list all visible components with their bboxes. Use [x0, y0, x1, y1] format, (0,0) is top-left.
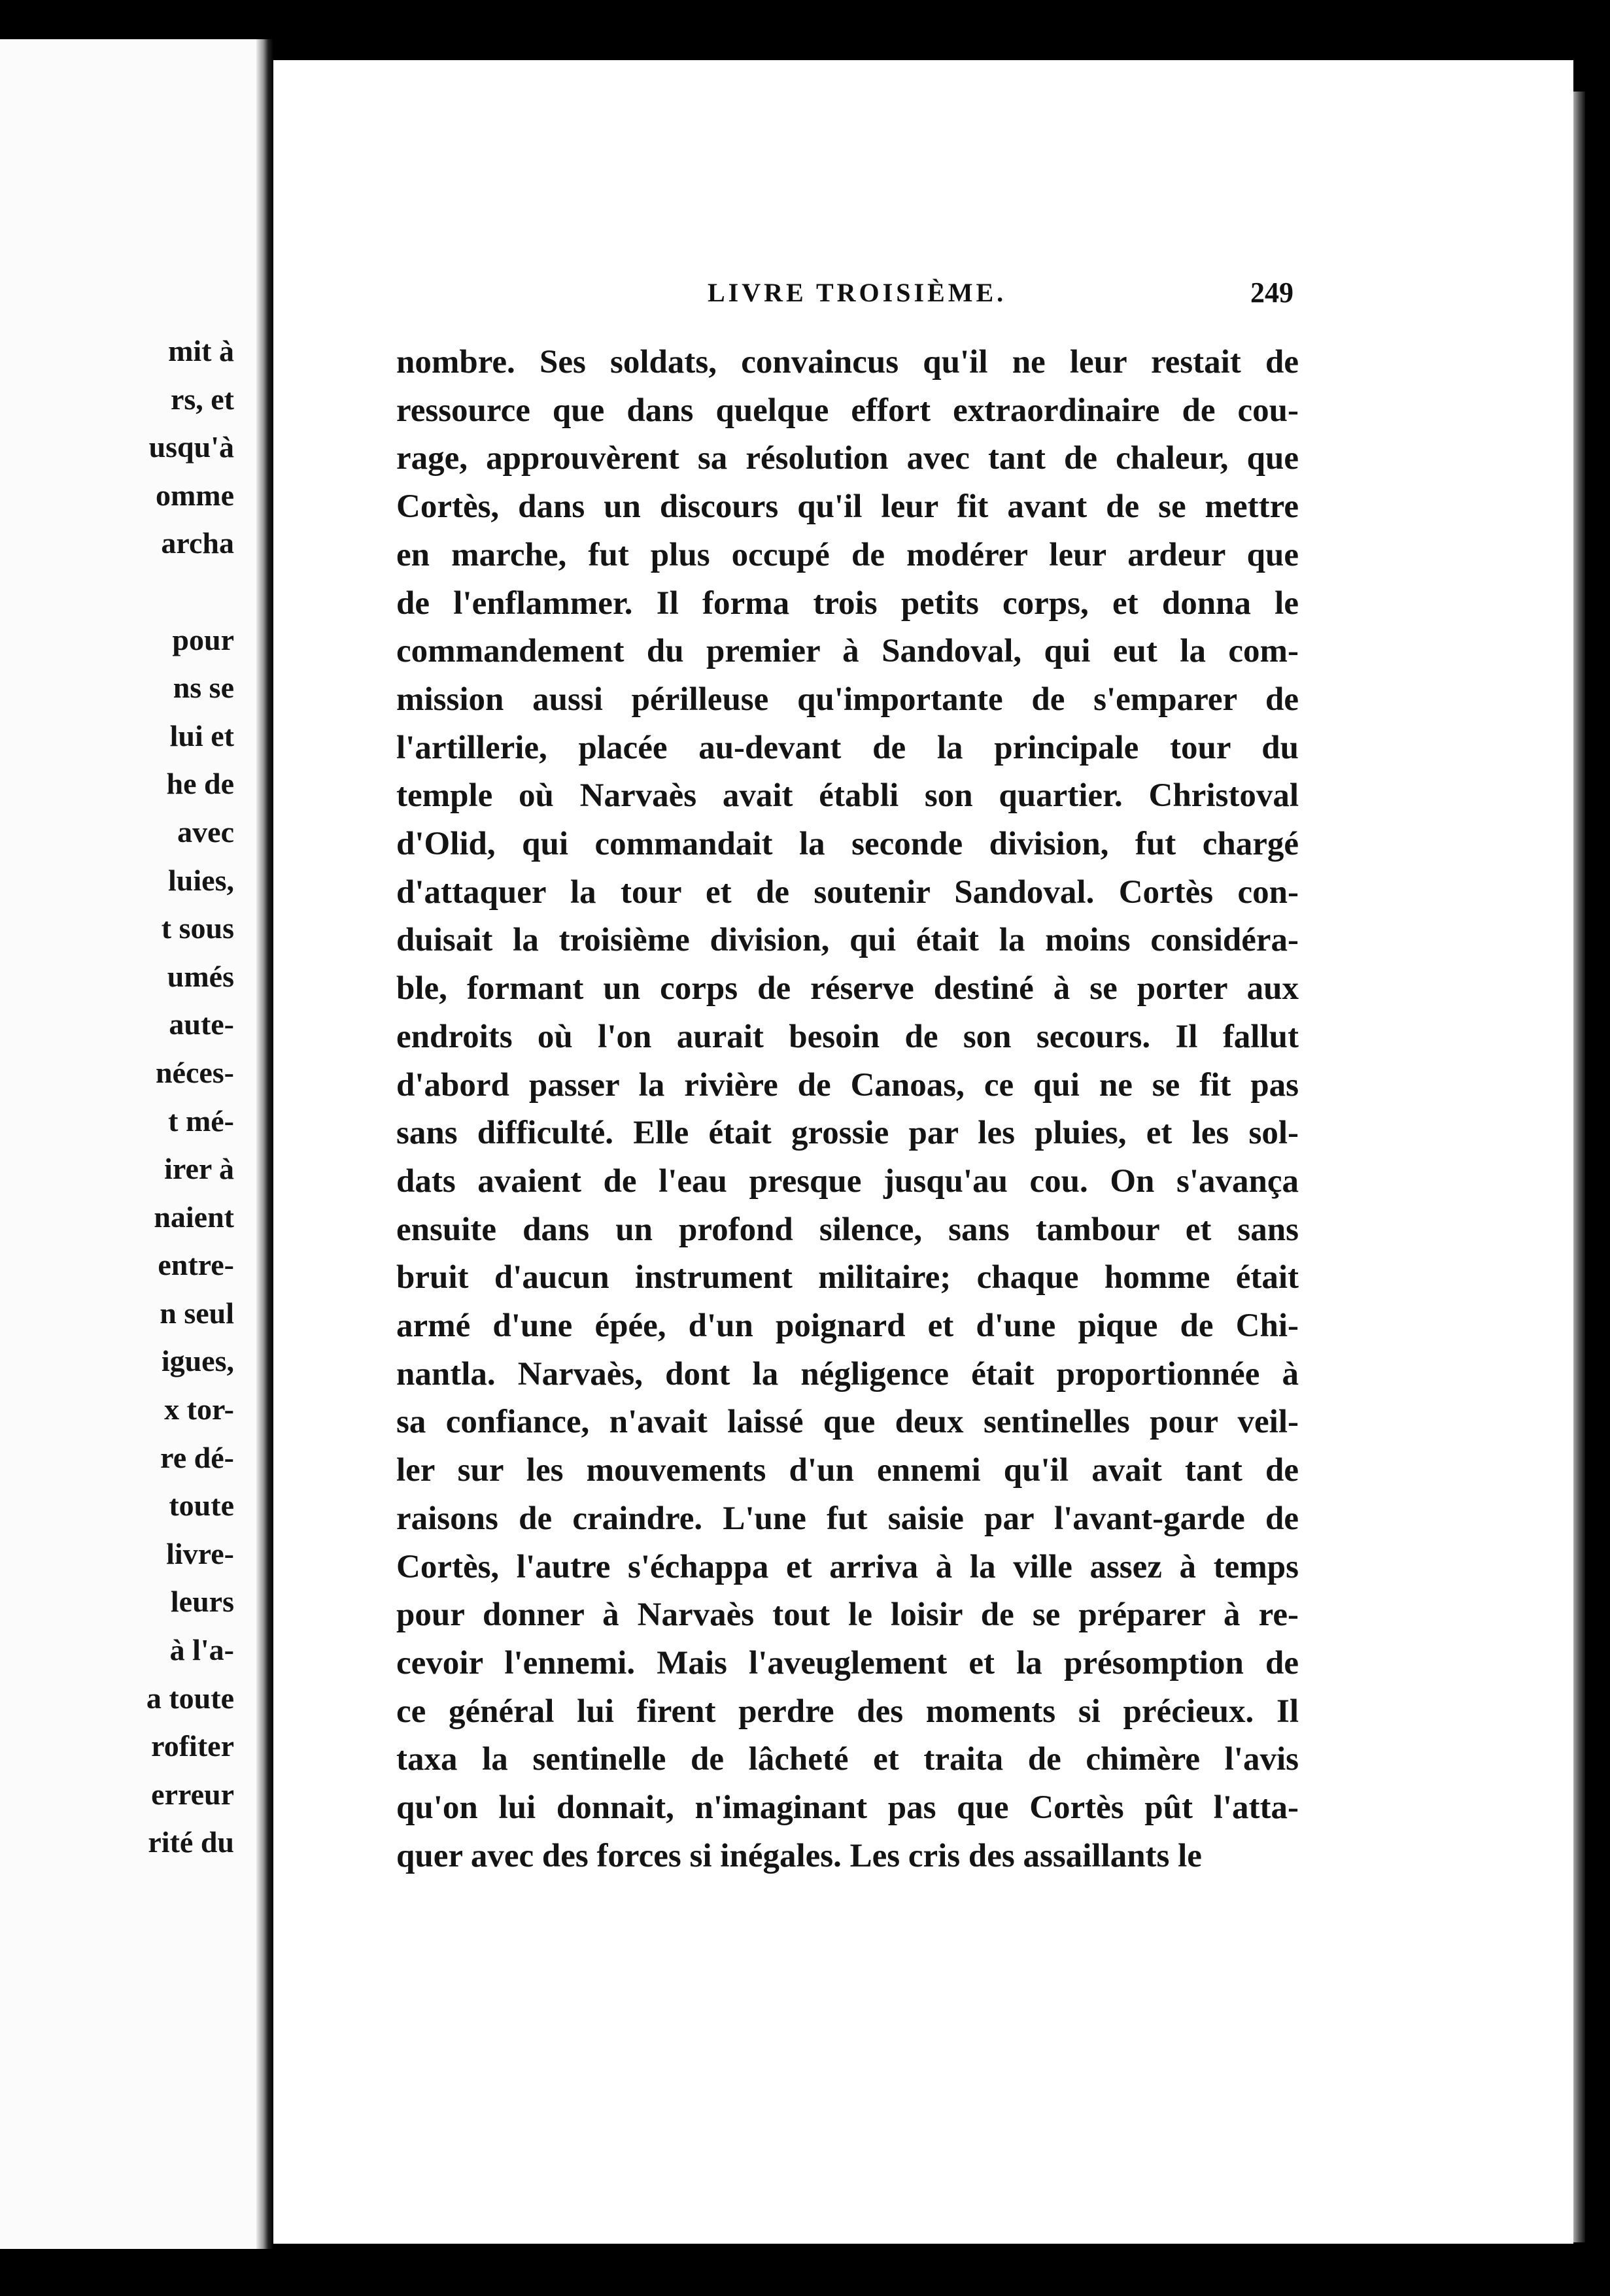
text-line: d'attaquer la tour et de soutenir Sandoval. Cortès con-: [396, 873, 1299, 911]
left-page-text: [146, 327, 234, 1866]
text-line: Cortès, dans un discours qu'il leur fit avant de se mettre: [396, 488, 1299, 526]
text-line: ce général lui firent perdre des moments si précieux. Il: [396, 1693, 1299, 1730]
running-header: LIVRE TROISIÈME.: [708, 278, 1007, 307]
left-page-fragment: [0, 39, 256, 2249]
left-page-line: omme: [155, 478, 234, 512]
left-page-line: à l'a-: [169, 1633, 234, 1667]
text-line: en marche, fut plus occupé de modérer leur ardeur que: [396, 536, 1299, 573]
left-page-line: n seul: [160, 1296, 234, 1330]
left-page-line: pour: [172, 622, 234, 656]
text-line: de l'enflammer. Il forma trois petits corps, et donna le: [396, 584, 1299, 622]
left-page-line: igues,: [161, 1344, 234, 1378]
text-line: qu'on lui donnait, n'imaginant pas que Cortès pût l'atta-: [396, 1789, 1299, 1827]
left-page-line: rs, et: [170, 382, 234, 416]
left-page-line: livre-: [166, 1536, 234, 1570]
text-line: mission aussi périlleuse qu'importante de s'emparer de: [396, 681, 1299, 718]
text-line: taxa la sentinelle de lâcheté et traita de chimère l'avis: [396, 1741, 1299, 1778]
left-page-line: lui et: [169, 718, 234, 752]
text-line: d'Olid, qui commandait la seconde division, fut chargé: [396, 826, 1299, 863]
text-line: endroits où l'on aurait besoin de son secours. Il fallut: [396, 1018, 1299, 1055]
left-page-line: t mé-: [168, 1104, 234, 1138]
left-page-line: entre-: [158, 1248, 234, 1282]
text-line: temple où Narvaès avait établi son quartier. Christoval: [396, 777, 1299, 815]
left-page-line: naient: [154, 1200, 234, 1234]
page-number: 249: [1250, 277, 1293, 309]
text-line: Cortès, l'autre s'échappa et arriva à la ville assez à temps: [396, 1548, 1299, 1585]
left-page-line: néces-: [155, 1055, 234, 1089]
left-page-line: erreur: [151, 1777, 234, 1811]
text-line: nombre. Ses soldats, convaincus qu'il ne leur restait de: [396, 344, 1299, 380]
text-line: dats avaient de l'eau presque jusqu'au cou. On s'avança: [396, 1162, 1299, 1200]
text-line: duisait la troisième division, qui était la moins considéra-: [396, 922, 1299, 959]
text-line: rage, approuvèrent sa résolution avec tant de chaleur, que: [396, 440, 1299, 477]
text-line: ler sur les mouvements d'un ennemi qu'il avait tant de: [396, 1452, 1299, 1489]
left-page-line: [146, 567, 234, 616]
left-page-line: x tor-: [164, 1393, 234, 1427]
left-page-line: a toute: [146, 1681, 234, 1715]
left-page-line: archa: [161, 526, 234, 560]
text-line: cevoir l'ennemi. Mais l'aveuglement et la présomption de: [396, 1644, 1299, 1681]
body-text: [396, 339, 1299, 1881]
book-gutter: [256, 39, 273, 2249]
text-line: ressource que dans quelque effort extraordinaire de cou-: [396, 392, 1299, 429]
text-line: armé d'une épée, d'un poignard et d'une pique de Chi-: [396, 1308, 1299, 1345]
left-page-line: usqu'à: [148, 430, 234, 464]
left-page-line: t sous: [161, 911, 234, 945]
text-line: pour donner à Narvaès tout le loisir de se préparer à re-: [396, 1596, 1299, 1634]
text-line: sans difficulté. Elle était grossie par les pluies, et les sol-: [396, 1115, 1299, 1152]
text-line: bruit d'aucun instrument militaire; chaque homme était: [396, 1259, 1299, 1296]
left-page-line: umés: [167, 959, 234, 993]
left-page-line: rofiter: [151, 1729, 234, 1763]
text-line: ensuite dans un profond silence, sans tambour et sans: [396, 1211, 1299, 1248]
left-page-line: he de: [166, 767, 234, 801]
text-line: raisons de craindre. L'une fut saisie par l'avant-garde de: [396, 1500, 1299, 1537]
text-line: sa confiance, n'avait laissé que deux sentinelles pour veil-: [396, 1404, 1299, 1441]
left-page-line: leurs: [170, 1585, 234, 1619]
text-line: d'abord passer la rivière de Canoas, ce qui ne se fit pas: [396, 1066, 1299, 1104]
left-page-line: mit à: [168, 334, 234, 367]
right-page-edge: [1573, 92, 1585, 2242]
text-line: l'artillerie, placée au-devant de la principale tour du: [396, 729, 1299, 766]
text-line: nantla. Narvaès, dont la négligence était proportionnée à: [396, 1355, 1299, 1393]
left-page-line: toute: [169, 1489, 234, 1523]
left-page-line: rité du: [148, 1825, 234, 1859]
left-page-line: re dé-: [160, 1440, 234, 1474]
left-page-line: avec: [177, 815, 234, 849]
text-line: quer avec des forces si inégales. Les cris des assaillants le: [396, 1837, 1202, 1874]
left-page-line: aute-: [169, 1007, 234, 1041]
text-line: commandement du premier à Sandoval, qui eut la com-: [396, 633, 1299, 670]
left-page-line: ns se: [173, 671, 234, 705]
left-page-line: irer à: [164, 1152, 234, 1186]
text-line: ble, formant un corps de réserve destiné à se porter aux: [396, 970, 1299, 1007]
left-page-line: luies,: [168, 863, 234, 897]
